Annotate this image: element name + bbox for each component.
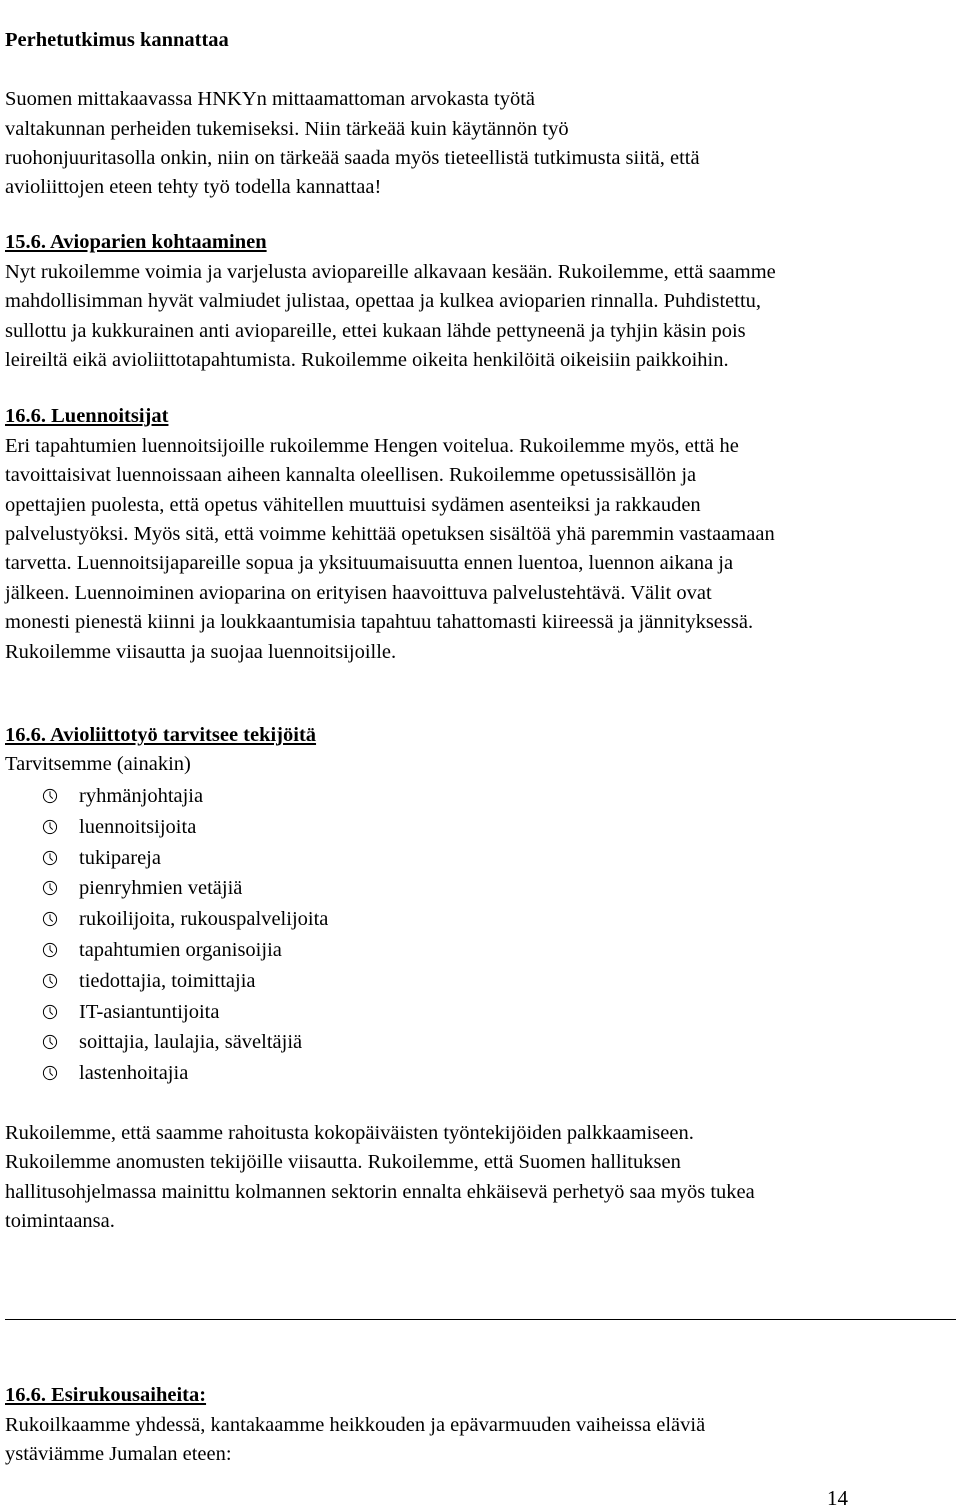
list-item	[42, 781, 328, 812]
list-item	[42, 997, 328, 1028]
list-item	[42, 843, 328, 874]
section-esirukousaiheita	[5, 1352, 955, 1470]
list-item	[42, 812, 328, 843]
section-perhetutkimus	[5, 0, 955, 203]
section-body: Rukoilkaamme yhdessä, kantakaamme heikkouden ja epävarmuuden vaiheissa eläviä ystäviämme Jumalan eteen:	[5, 1413, 706, 1466]
list-intro: Tarvitsemme (ainakin)	[5, 753, 191, 775]
clock-icon	[42, 850, 58, 866]
section-closing: Rukoilemme, että saamme rahoitusta kokopäiväisten työntekijöiden palkkaamiseen. Rukoilemme anomusten tekijöille viisautta. Rukoilemme, että Suomen hallituksen hallitusohjelmassa mainittu kolmannen sektorin ennalta ehkäisevä perhetyö saa myös tukea toimintaansa.	[5, 1122, 755, 1233]
clock-icon	[42, 1065, 58, 1081]
list-item-label: pienryhmien vetäjiä	[79, 877, 243, 900]
horizontal-rule	[5, 1319, 956, 1320]
needs-list	[42, 781, 328, 1089]
section-heading: 16.6. Luennoitsijat	[5, 405, 169, 428]
list-item-label: luennoitsijoita	[79, 815, 197, 838]
section-heading: Perhetutkimus kannattaa	[5, 29, 229, 52]
clock-icon	[42, 942, 58, 958]
clock-icon	[42, 1034, 58, 1050]
list-item	[42, 1027, 328, 1058]
section-body: Suomen mittakaavassa HNKYn mittaamattoman arvokasta työtä valtakunnan perheiden tukemiseksi. Niin tärkeää kuin käytännön työ ruohonjuuritasolla onkin, niin on tärkeää saada myös tieteellistä tutkimusta siitä, että avioliittojen eteen tehty työ todella kannattaa!	[5, 88, 700, 199]
section-body: Eri tapahtumien luennoitsijoille rukoilemme Hengen voitelua. Rukoilemme myös, että he tavoittaisivat luennoissaan aiheen kannalta oleellisen. Rukoilemme opetussisällön ja opettajien puolesta, että opetus vähitellen muuttuisi sydämen asenteiksi ja rakkauden palvelustyöksi. Myös sitä, että voimme kehittää opetuksen sisältöä yhä paremmin vastaamaan tarvetta. Luennoitsijapareille sopua ja yksituumaisuutta ennen luentoa, luennon aikana ja jälkeen. Luennoiminen avioparina on erityisen haavoittuva palvelustehtävä. Välit ovat monesti pienestä kiinni ja loukkaantumisia tapahtuu tahattomasti kiireessä ja jännityksessä. Rukoilemme viisautta ja suojaa luennoitsijoille.	[5, 434, 775, 663]
section-heading: 16.6. Esirukousaiheita:	[5, 1384, 207, 1407]
clock-icon	[42, 788, 58, 804]
list-item-label: rukoilijoita, rukouspalvelijoita	[79, 908, 329, 931]
section-heading: 15.6. Avioparien kohtaaminen	[5, 231, 267, 254]
section-heading: 16.6. Avioliittotyö tarvitsee tekijöitä	[5, 724, 317, 747]
list-item	[42, 966, 328, 997]
list-item-label: tapahtumien organisoijia	[79, 938, 282, 961]
clock-icon	[42, 973, 58, 989]
section-body: Nyt rukoilemme voimia ja varjelusta aviopareille alkavaan kesään. Rukoilemme, että saamme mahdollisimman hyvät valmiudet julistaa, opettaa ja kulkea avioparien rinnalla. Puhdistettu, sullottu ja kukkurainen anti aviopareille, ettei kukaan lähde pettyneenä ja tyhjin käsin pois leireiltä eikä avioliittotapahtumista. Rukoilemme oikeita henkilöitä oikeisiin paikkoihin.	[5, 260, 776, 372]
list-item	[42, 935, 328, 966]
list-item-label: IT-asiantuntijoita	[79, 1000, 220, 1023]
list-item	[42, 873, 328, 904]
clock-icon	[42, 880, 58, 896]
clock-icon	[42, 1004, 58, 1020]
list-item-label: tiedottajia, toimittajia	[79, 969, 256, 992]
clock-icon	[42, 819, 58, 835]
section-heading-avioliittotyo	[5, 692, 955, 751]
list-item	[42, 1058, 328, 1089]
list-item-label: ryhmänjohtajia	[79, 785, 204, 807]
clock-icon	[42, 911, 58, 927]
list-item	[42, 904, 328, 935]
section-luennoitsijat	[5, 373, 955, 667]
list-item-label: soittajia, laulajia, säveltäjiä	[79, 1031, 303, 1054]
list-item-label: tukipareja	[79, 846, 161, 869]
page-number: 14	[827, 1486, 848, 1510]
list-item-label: lastenhoitajia	[79, 1062, 189, 1085]
section-avioparien-kohtaaminen	[5, 199, 955, 375]
